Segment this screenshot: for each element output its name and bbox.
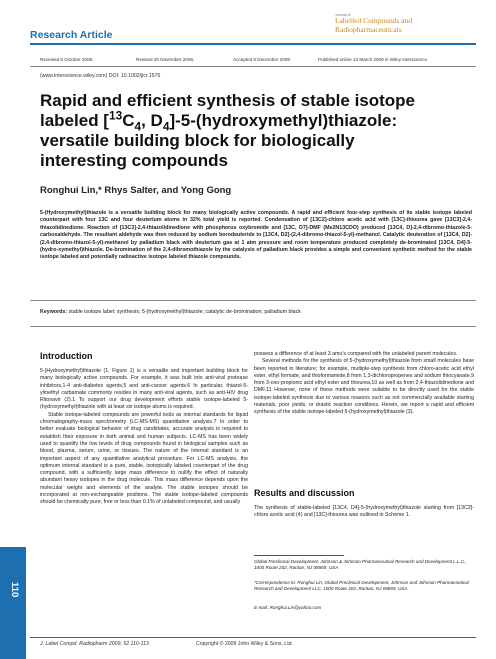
- date-received: Received 5 October 2008,: [40, 57, 94, 62]
- footnote-affiliation: Global Preclinical Development, Johnson & Johnson Pharmaceutical Research and Development L.L.C., 1000 Route 202, Raritan, NJ 08869, USA: [254, 559, 467, 571]
- results-body: [254, 505, 474, 520]
- keywords: [40, 309, 472, 316]
- results-paragraph-1: The synthesis of stable-labeled [13C4, D4]-5-(hydroxymethyl)thiazole starting from [13C2]-chloro acetic acid (4) and [13C]-thiourea was outlined in Scheme 1.: [254, 505, 474, 519]
- right-column-body: [254, 351, 474, 417]
- date-revised: Revised 20 November 2008,: [136, 57, 195, 62]
- section-label: Research Article: [30, 29, 113, 41]
- header-rule: [30, 43, 476, 45]
- keywords-rule: [30, 326, 476, 327]
- page-number-tab: [0, 547, 26, 659]
- article-title: [40, 91, 460, 171]
- footnote-email: E-mail: Ronghui.Lin@yahoo.com: [254, 605, 322, 610]
- keywords-text: stable isotope label; synthesis; 5-(hydroxymethyl)thiazole; catalytic de-bromination; palladium black: [68, 309, 301, 315]
- footnote-correspondence: *Correspondence to: Ronghui Lin, Global Preclinical Development, Johnson and Johnson Pharmaceutical Research and Development LLC, 1000 Route 202, Raritan, NJ 08869, USA.: [254, 580, 469, 592]
- journal-brand: [335, 13, 475, 34]
- intro-heading: Introduction: [40, 351, 93, 361]
- title-line-2: labeled [$^{13}C_4$, $D_4]-5-(hydroxymethyl)thiazole$:: [40, 108, 398, 134]
- journal-name-line1: Labelled Compounds and: [335, 16, 413, 25]
- right-paragraph-2: Several methods for the synthesis of 5-(hydroxymethyl)thiazole from small molecules have been reported in literature; for example, multiple-step synthesis from chloro-acetic acid ethyl ester, ethyl formate, and thioformamide,8 from 1,3-dichloropropenes and sodium thiocyanate,9 from 3-oxo-propionic acid ethyl ester and thiourea,10 as well as from 2,4-thiazolidinedione and DMF.11 However, none of these methods were suitable to be directly used for the stable isotope-labeled synthesis due to various reasons such as not commercially available starting materials, poor yields, or drastic reaction conditions. Herein, we report a rapid and efficient synthesis of the stable isotope-labeled 5-(hydroxymethyl)thiazole (3).: [254, 358, 474, 416]
- title-line-3: versatile building block for biologically: [40, 131, 355, 150]
- footer-copyright: Copyright © 2009 John Wiley & Sons, Ltd.: [196, 641, 293, 647]
- date-published: Published online 13 March 2009 in Wiley Interscience: [318, 57, 428, 62]
- journal-small-label: Journal of: [335, 13, 351, 17]
- journal-name-line2: Radiopharmaceuticals: [335, 24, 402, 34]
- date-accepted: Accepted 8 December 2008: [233, 57, 290, 62]
- footnote-rule: [254, 555, 344, 556]
- author-list: Ronghui Lin,* Rhys Salter, and Yong Gong: [40, 185, 232, 196]
- page-number: 110: [9, 582, 20, 598]
- intro-body: [40, 368, 248, 507]
- abstract-rule: [30, 300, 476, 301]
- abstract: 5-(Hydroxymethyl)thiazole is a versatile building block for many biologically active compounds. A rapid and efficient four-step synthesis of its stable isotope labeled counterpart with four 13C and four deuterium atoms in 32% total yield is reported. Condensation of [13C2]-chloro acetic acid with [13C]-thiourea gave [13C3]-2,4-thiazolidinedione. Reaction of [13C3]-2,4-thiazolidinedione with phosphorus oxybromide and [13C, D7]-DMF (Me2N13CDO) produced [13C4, D]-2,4-dibromo-thiazole-5-carboxaldehyde. The resultant aldehyde was then reduced by sodium borodeuteride to [13C4, D2]-(2,4-dibromo-thiazol-5-yl)-methanol. Catalytic deuteration of [13C4, D2]-(2,4-dibromo-thiazol-5-yl)-methanol by palladium black with deuterium gas at 1 atm pressure and room temperature produced completely de-brominated [13C4, D4]-5-(hydro-xymethyl)thiazole. De-bromination of the 2,4-dibromothiazole by the catalysis of palladium black provides a simple and convenient synthetic method for the stable isotope labeled and potentially radioactive isotope labeled thiazole compounds.: [40, 210, 472, 261]
- footer-rule: [30, 637, 476, 638]
- right-paragraph-1: possess a difference of at least 3 amu's compared with the unlabeled parent molecules.: [254, 351, 458, 357]
- dates-rule: [30, 66, 476, 67]
- doi-line: (www.interscience.wiley.com) DOI: 10.1002/jlcr.1576: [40, 73, 161, 79]
- title-line-1: Rapid and efficient synthesis of stable isotope: [40, 91, 416, 110]
- intro-paragraph-1: 5-(Hydroxymethyl)thiazole (1, Figure 1) is a versatile and important building block for many biologically active compounds. For example, it was built into anti-viral protease inhibitors,1-4 anti-diabetes agents,5 and anti-cancer agents.6 In particular, thiazol-5-ylmethyl carbamate commonly resides in many anti-viral agents, such as anti-HIV drug Ritonavir (2).1 To support our drug development efforts stable isotope-labeled 5-(hydroxymethyl)thiazole with at least six isotope atoms is required.: [40, 368, 248, 411]
- title-line-4: interesting compounds: [40, 151, 228, 170]
- intro-paragraph-2: Stable isotope-labeled compounds are powerful tools as internal standards for liquid chromatography-mass spectrometry (LC-MS-MS) quantitative analysis.7 In order to better evaluate biological behavior of drug candidates, accurate analysis is required to establish their exposure in both animal and human subjects. LC-MS has been widely used to quantify the low levels of drug compounds found in biological samples such as blood, plasma, serum, urine, or tissues. The nature of the internal standard is an important aspect of any quantitative analytical procedure. For LC-MS analysis, the optimum internal standard is a pure, stable, isotopically labeled counterpart of the drug compound, with a sufficiently large mass difference to nullify the effect of naturally abundant heavy isotopes in the drug molecule. This mass difference depends upon the molecular weight and elements of the analyte. The stable isotopes should be incorporated at non-exchangeable positions. The stable isotope-labeled compounds should be chemically pure, free or less than 0.1% of unlabeled compound, and usually: [40, 411, 248, 506]
- keywords-label: Keywords:: [40, 309, 68, 315]
- results-heading: Results and discussion: [254, 488, 355, 498]
- footer-citation: J. Label Compd. Radiopharm 2009, 52 110-113: [40, 641, 149, 647]
